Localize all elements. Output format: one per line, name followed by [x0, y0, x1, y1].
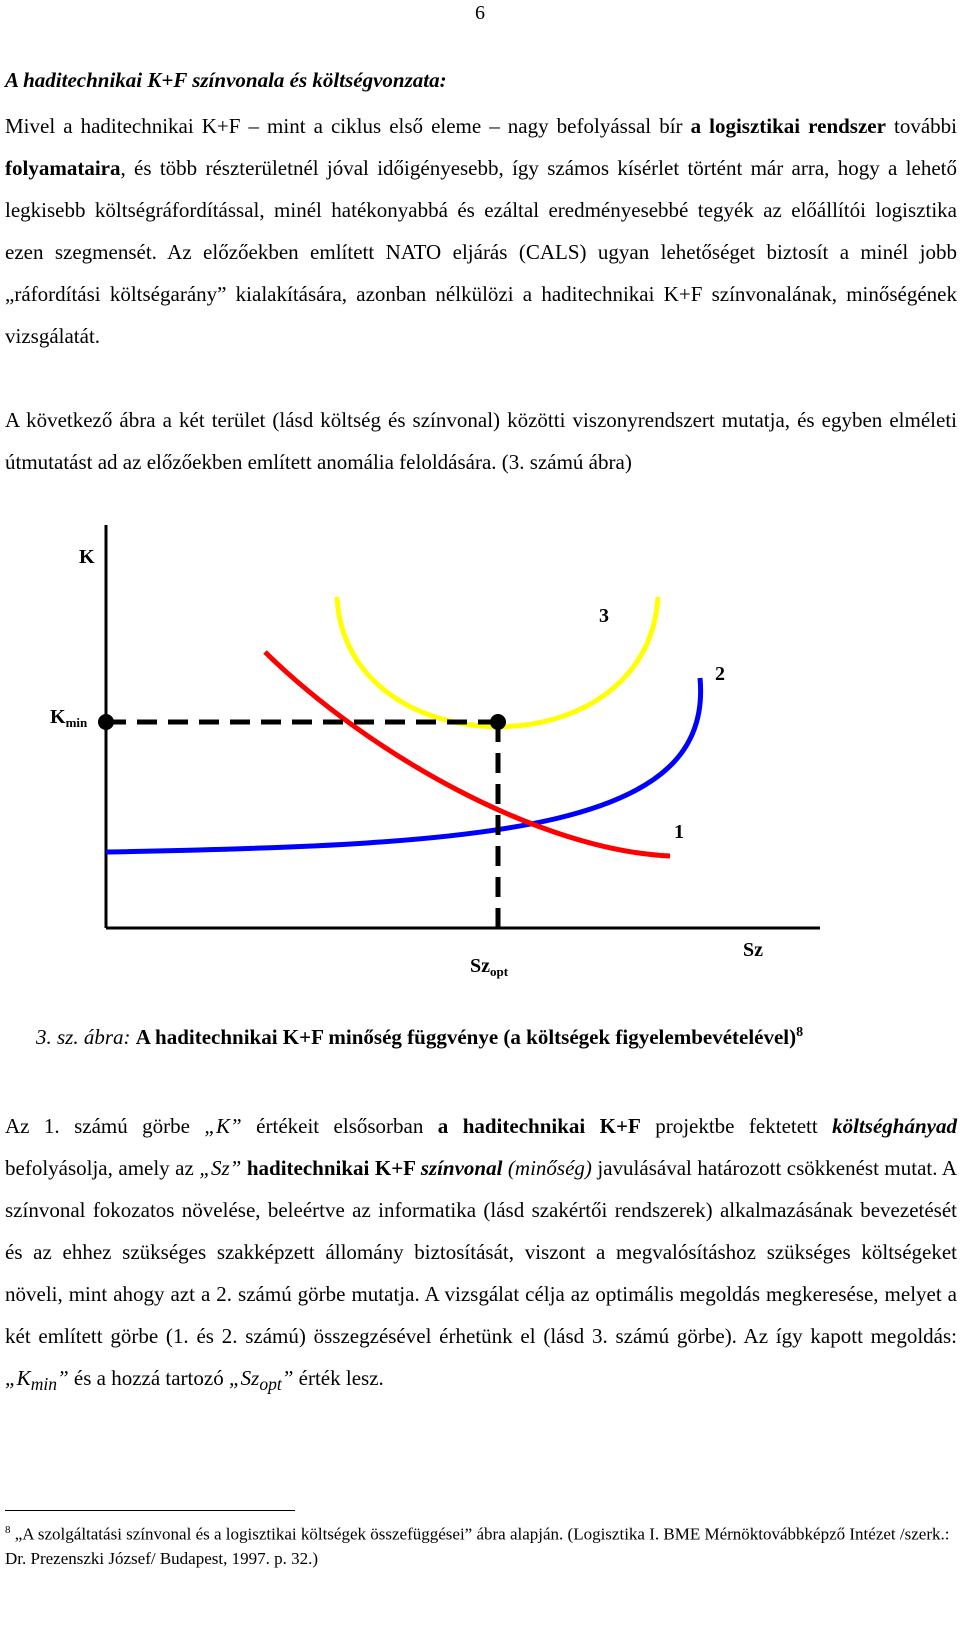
paragraph-explanation: Az 1. számú görbe „K” értékeit elsősorban a haditechnikai K+F projektbe fektetett költséghányad befolyásolja, amely az „Sz” haditechnikai K+F színvonal (minőség) javulásával határozott csökkenést mutat. A színvonal fokozatos növelése, beleértve az informatika (lásd szakértői rendszerek) alkalmazásának bevezetését és az ehhez szükséges szakképzett állomány biztosítását, viszont a megvalósításhoz szükséges költségeket növeli, mint ahogy azt a 2. számú görbe mutatja. A vizsgálat célja az optimális megoldás megkeresése, melyet a két említett görbe (1. és 2. számú) összegzésével érhetünk el (lásd 3. számú görbe). Az így kapott megoldás: $„K_{min}$” és a hozzá tartozó $„Sz_{opt}$” érték lesz. [5, 1114, 958, 1395]
curve-1-label: 1 [674, 821, 684, 843]
optimum-point [490, 714, 506, 730]
curve-3 [337, 597, 658, 727]
kmin-label: $K_{min}$ [50, 706, 88, 730]
y-axis-label: K [79, 546, 95, 568]
footnote-separator [5, 1510, 295, 1511]
curve-2-label: 2 [715, 663, 725, 685]
footnote-ref: 8 [796, 1025, 804, 1040]
footnote: $^8$ „A szolgáltatási színvonal és a logisztikai költségek összefüggései” ábra alapján. (Logisztika I. BME Mérnöktovábbképző Intézet /szerk.: Dr. Prezenszki József/ Budapest, 1997. p. 32.) [5, 1524, 950, 1568]
page-number: 6 [475, 2, 485, 24]
paragraph-intro: Mivel a haditechnikai K+F – mint a ciklus első eleme – nagy befolyással bír a logisztikai rendszer további folyamataira, és több részterületnél jóval időigényesebb, így számos kísérlet történt már arra, hogy a lehető legkisebb költségráfordítással, minél hatékonyabbá és ezáltal eredményesebbé tegyék az előállítói logisztika ezen szegmensét. Az előzőekben említett NATO eljárás (CALS) ugyan lehetőséget biztosít a minél jobb „ráfordítási költségarány” kialakítására, azonban nélkülözi a haditechnikai K+F színvonalának, minőségének vizsgálatát. [5, 114, 957, 348]
x-axis-label: Sz [743, 939, 763, 961]
curve-3-label: 3 [599, 605, 609, 627]
kmin-point [98, 714, 114, 730]
szopt-label: $Sz_{opt}$ [470, 955, 509, 979]
paragraph-figure-intro: A következő ábra a két terület (lásd költség és színvonal) közötti viszonyrendszert mutatja, és egyben elméleti útmutatást ad az előzőekben említett anomália feloldására. (3. számú ábra) [5, 408, 957, 474]
figure-chart [0, 500, 960, 1000]
section-title: A haditechnikai K+F színvonala és költségvonzata: [5, 68, 447, 92]
figure-caption: 3. sz. ábra: A haditechnikai K+F minőség függvénye (a költségek figyelembevételével)$^8$ [36, 1025, 804, 1049]
curve-1 [265, 652, 670, 856]
